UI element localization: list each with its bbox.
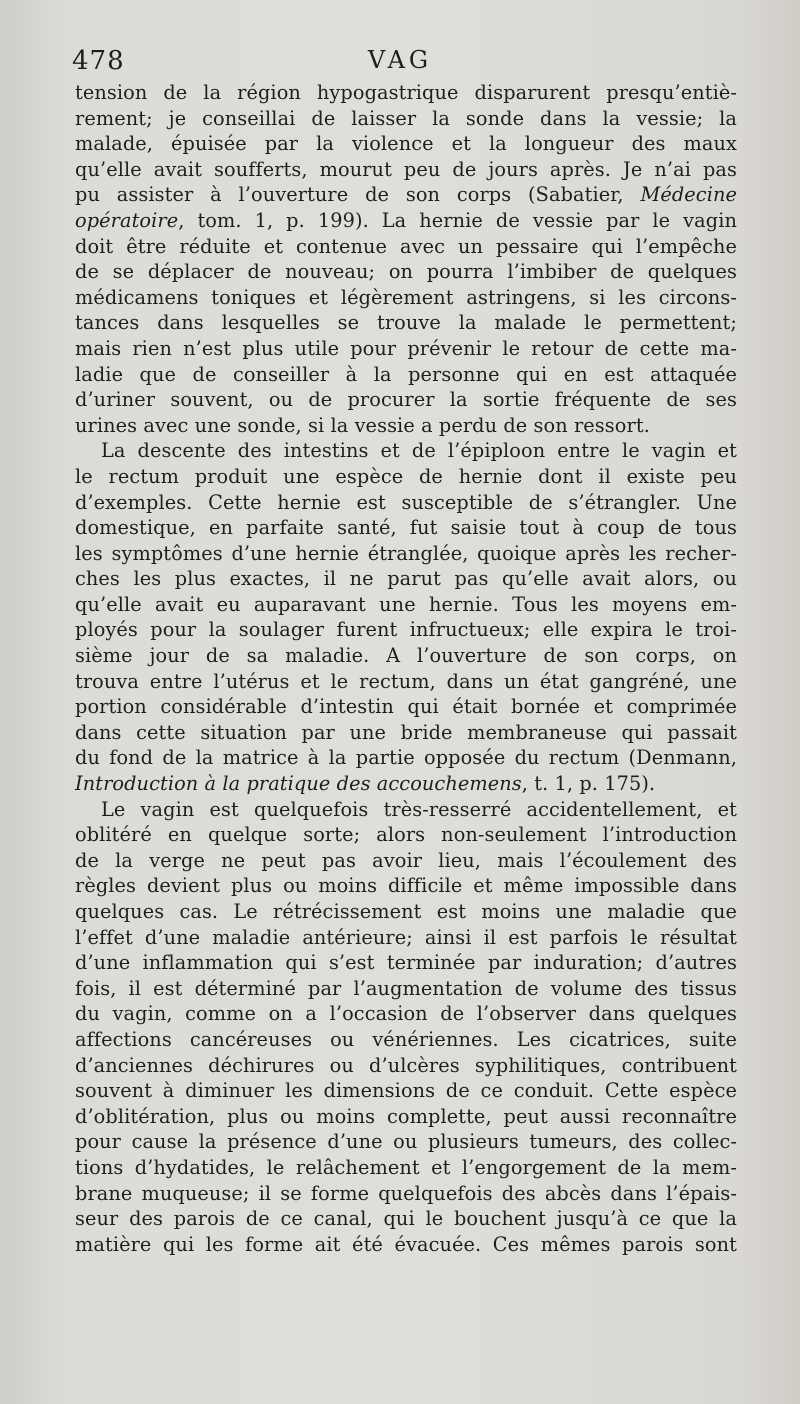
- text-line: d’une inflammation qui s’est terminée par induration; d’autres: [75, 951, 737, 975]
- text-line: qu’elle avait soufferts, mourut peu de jours après. Je n’ai pas: [75, 157, 737, 181]
- text-line: affections cancéreuses ou vénériennes. Les cicatrices, suite: [75, 1027, 737, 1051]
- text-line: quelques cas. Le rétrécissement est moins une maladie que: [75, 900, 737, 923]
- text-line: d’uriner souvent, ou de procurer la sortie fréquente de ses: [75, 388, 737, 412]
- text-line: pour cause la présence d’une ou plusieurs tumeurs, des collec-: [75, 1130, 737, 1154]
- text-line: sième jour de sa maladie. A l’ouverture de son corps, on: [75, 644, 737, 668]
- text-line: brane muqueuse; il se forme quelquefois des abcès dans l’épais-: [75, 1181, 737, 1205]
- text-line: le rectum produit une espèce de hernie dont il existe peu: [75, 464, 737, 488]
- text-line: domestique, en parfaite santé, fut saisie tout à coup de tous: [75, 516, 737, 540]
- text-line: de se déplacer de nouveau; on pourra l’imbiber de quelques: [75, 260, 737, 284]
- page-number: 478: [72, 46, 125, 76]
- text-line: tension de la région hypogastrique disparurent presqu’entiè-: [75, 81, 737, 104]
- text-line: rement; je conseillai de laisser la sonde dans la vessie; la: [75, 106, 737, 130]
- text-line: du fond de la matrice à la partie opposée du rectum (Denmann,: [75, 746, 737, 770]
- text-line: souvent à diminuer les dimensions de ce conduit. Cette espèce: [75, 1079, 737, 1103]
- text-line: d’anciennes déchirures ou d’ulcères syphilitiques, contribuent: [75, 1053, 737, 1077]
- text-line: règles devient plus ou moins difficile et même impossible dans: [75, 874, 737, 898]
- text-line: oblitéré en quelque sorte; alors non-seulement l’introduction: [75, 823, 737, 847]
- text-line: ches les plus exactes, il ne parut pas qu’elle avait alors, ou: [75, 567, 737, 591]
- text-line: d’exemples. Cette hernie est susceptible de s’étrangler. Une: [75, 490, 737, 514]
- body-text: [75, 80, 737, 1257]
- text-line: d’oblitération, plus ou moins complette, peut aussi reconnaître: [75, 1104, 737, 1128]
- text-line: les symptômes d’une hernie étranglée, quoique après les recher-: [75, 541, 737, 565]
- text-line: tances dans lesquelles se trouve la malade le permettent;: [75, 311, 737, 335]
- text-line: qu’elle avait eu auparavant une hernie. Tous les moyens em-: [75, 592, 737, 616]
- text-line: doit être réduite et contenue avec un pessaire qui l’empêche: [75, 234, 737, 258]
- text-line: Introduction à la pratique des accouchemens, t. 1, p. 175).: [75, 772, 656, 796]
- text-line: Le vagin est quelquefois très-resserré accidentellement, et: [101, 797, 737, 821]
- running-head: VAG: [367, 46, 433, 74]
- text-line: seur des parois de ce canal, qui le bouchent jusqu’à ce que la: [75, 1207, 737, 1231]
- text-line: portion considérable d’intestin qui était bornée et comprimée: [75, 695, 737, 719]
- text-line: du vagin, comme on a l’occasion de l’observer dans quelques: [75, 1002, 737, 1026]
- text-line: pu assister à l’ouverture de son corps (Sabatier, Médecine: [75, 183, 737, 207]
- text-line: médicamens toniques et légèrement astringens, si les circons-: [75, 285, 737, 309]
- text-line: ployés pour la soulager furent infructueux; elle expira le troi-: [75, 618, 737, 642]
- text-line: malade, épuisée par la violence et la longueur des maux: [75, 132, 737, 156]
- text-line: trouva entre l’utérus et le rectum, dans un état gangréné, une: [75, 669, 737, 693]
- text-line: La descente des intestins et de l’épiploon entre le vagin et: [101, 439, 737, 463]
- text-line: urines avec une sonde, si la vessie a perdu de son ressort.: [75, 413, 650, 437]
- text-line: fois, il est déterminé par l’augmentation de volume des tissus: [75, 976, 737, 1000]
- text-line: de la verge ne peut pas avoir lieu, mais l’écoulement des: [75, 848, 737, 872]
- text-line: ladie que de conseiller à la personne qui en est attaquée: [75, 362, 737, 386]
- text-line: opératoire, tom. 1, p. 199). La hernie de vessie par le vagin: [75, 208, 737, 232]
- text-line: l’effet d’une maladie antérieure; ainsi il est parfois le résultat: [75, 925, 737, 949]
- page-header: [0, 44, 800, 80]
- text-line: tions d’hydatides, le relâchement et l’engorgement de la mem-: [75, 1155, 737, 1179]
- text-line: mais rien n’est plus utile pour prévenir le retour de cette ma-: [75, 336, 737, 360]
- text-line: dans cette situation par une bride membraneuse qui passait: [75, 720, 737, 744]
- text-line: matière qui les forme ait été évacuée. Ces mêmes parois sont: [75, 1232, 737, 1256]
